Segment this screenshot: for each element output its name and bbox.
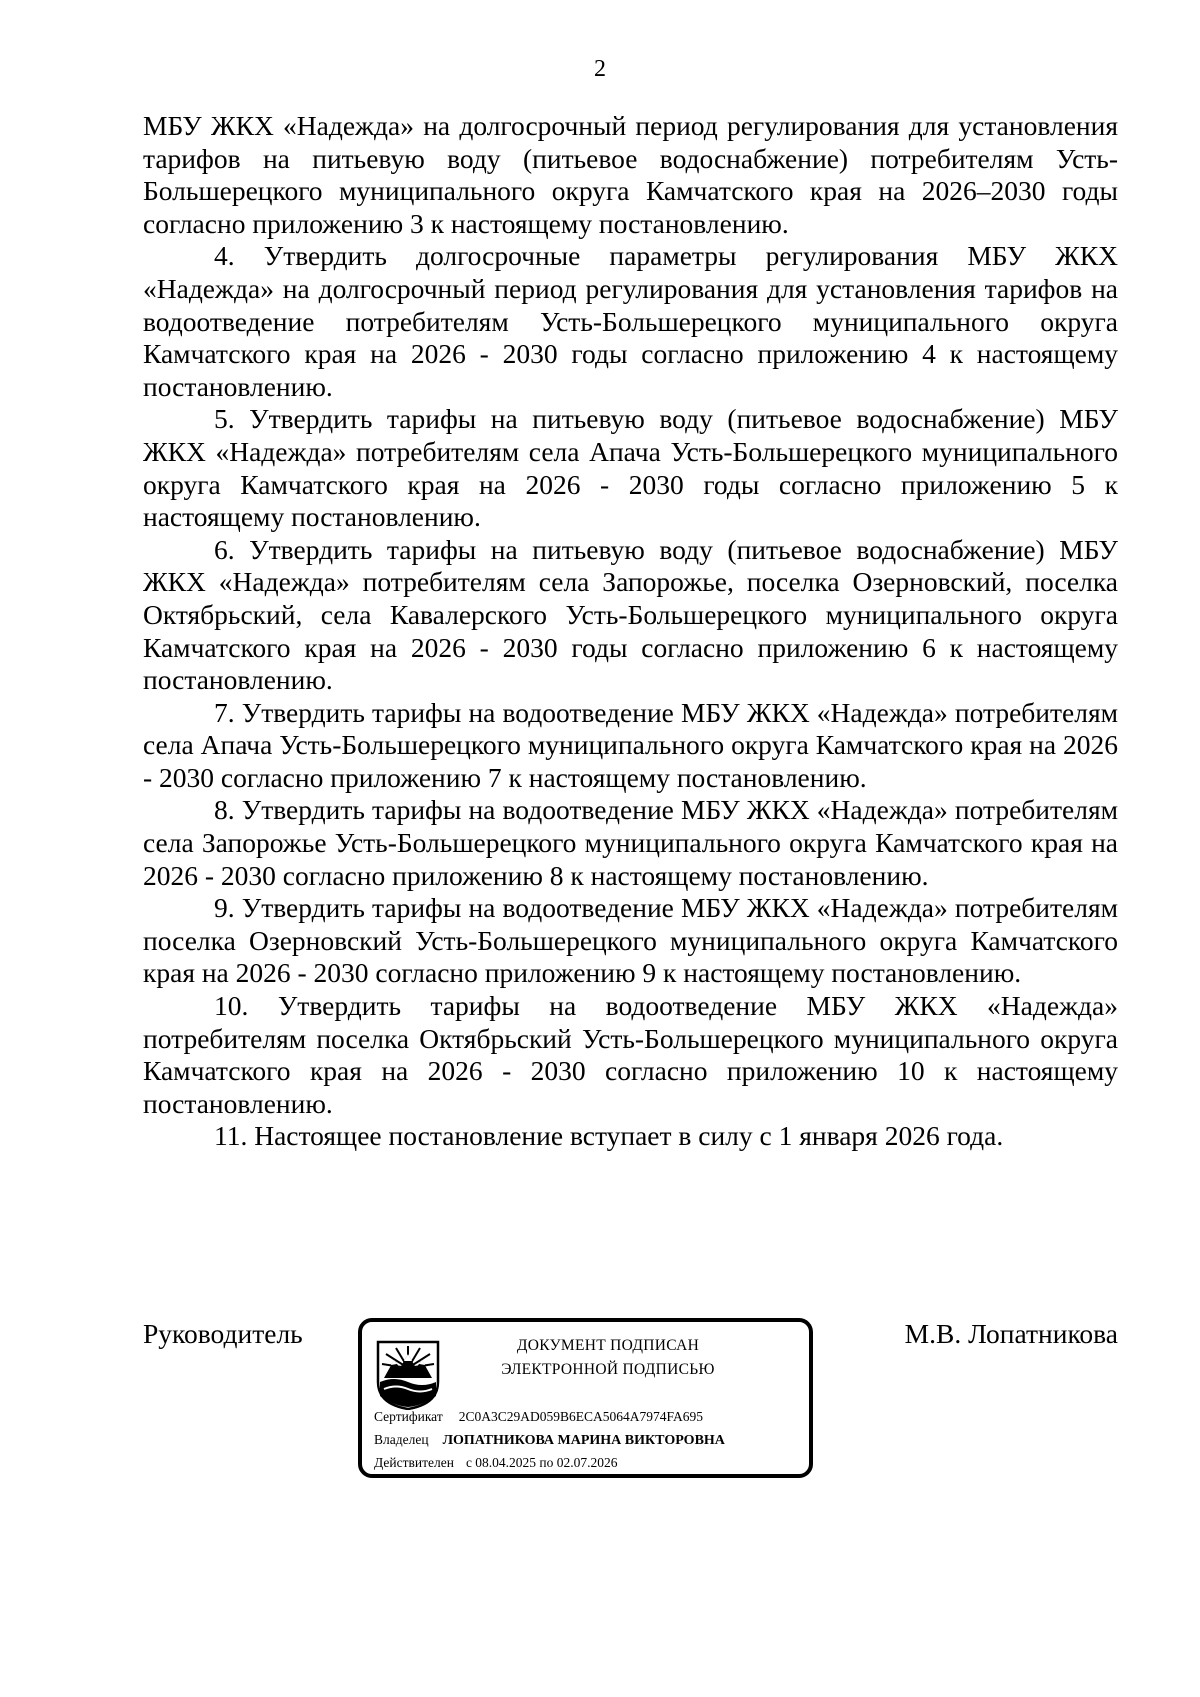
validity-label: Действителен — [374, 1455, 454, 1470]
certificate-value: 2C0A3C29AD059B6ECA5064A7974FA695 — [458, 1409, 703, 1424]
validity-value: с 08.04.2025 по 02.07.2026 — [465, 1455, 618, 1470]
stamp-header — [458, 1334, 758, 1382]
stamp-owner-row — [374, 1431, 725, 1450]
paragraph-item-9: 9. Утвердить тарифы на водоотведение МБУ ЖКХ «Надежда» потребителям поселка Озерновский Усть-Большерецкого муниципального округа Камчатского края на 2026 - 2030 согласно приложению 9 к настоящему постановлению. — [143, 892, 1118, 989]
owner-value: ЛОПАТНИКОВА МАРИНА ВИКТОРОВНА — [442, 1433, 725, 1448]
signatory-name: М.В. Лопатникова — [904, 1318, 1118, 1349]
certificate-label: Сертификат — [374, 1409, 443, 1424]
paragraph-item-4: 4. Утвердить долгосрочные параметры регулирования МБУ ЖКХ «Надежда» на долгосрочный период регулирования для установления тарифов на водоотведение потребителям Усть-Большерецкого муниципального округа Камчатского края на 2026 - 2030 годы согласно приложению 4 к настоящему постановлению. — [143, 240, 1118, 402]
stamp-header-line-2: ЭЛЕКТРОННОЙ ПОДПИСЬЮ — [501, 1361, 715, 1378]
kamchatka-emblem-icon — [374, 1332, 442, 1410]
paragraph-item-10: 10. Утвердить тарифы на водоотведение МБУ ЖКХ «Надежда» потребителям поселка Октябрьский Усть-Большерецкого муниципального округа Камчатского края на 2026 - 2030 согласно приложению 10 к настоящему постановлению. — [143, 990, 1118, 1119]
paragraph-item-11: 11. Настоящее постановление вступает в силу с 1 января 2026 года. — [214, 1120, 1004, 1152]
document-body — [143, 110, 1118, 1153]
paragraph-item-6: 6. Утвердить тарифы на питьевую воду (питьевое водоснабжение) МБУ ЖКХ «Надежда» потребителям села Запорожье, поселка Озерновский, поселка Октябрьский, села Кавалерского Усть-Большерецкого муниципального округа Камчатского края на 2026 - 2030 годы согласно приложению 6 к настоящему постановлению. — [143, 533, 1118, 696]
stamp-header-line-1: ДОКУМЕНТ ПОДПИСАН — [516, 1337, 700, 1354]
page-number: 2 — [594, 56, 606, 82]
paragraph-continuation: МБУ ЖКХ «Надежда» на долгосрочный период регулирования для установления тарифов на питьевую воду (питьевое водоснабжение) потребителям Усть-Большерецкого муниципального округа Камчатского края на 2026–2030 годы согласно приложению 3 к настоящему постановлению. — [143, 110, 1118, 239]
paragraph-item-8: 8. Утвердить тарифы на водоотведение МБУ ЖКХ «Надежда» потребителям села Запорожье Усть-Большерецкого муниципального округа Камчатского края на 2026 - 2030 согласно приложению 8 к настоящему постановлению. — [143, 794, 1118, 891]
paragraph-item-7: 7. Утвердить тарифы на водоотведение МБУ ЖКХ «Надежда» потребителям села Апача Усть-Большерецкого муниципального округа Камчатского края на 2026 - 2030 согласно приложению 7 к настоящему постановлению. — [143, 696, 1118, 793]
owner-label: Владелец — [374, 1432, 429, 1447]
stamp-validity-row — [374, 1454, 618, 1472]
signatory-position: Руководитель — [143, 1318, 303, 1349]
paragraph-item-5: 5. Утвердить тарифы на питьевую воду (питьевое водоснабжение) МБУ ЖКХ «Надежда» потребителям села Апача Усть-Большерецкого муниципального округа Камчатского края на 2026 - 2030 годы согласно приложению 5 к настоящему постановлению. — [143, 403, 1118, 533]
electronic-signature-stamp — [358, 1318, 813, 1478]
stamp-certificate-row — [374, 1408, 703, 1426]
